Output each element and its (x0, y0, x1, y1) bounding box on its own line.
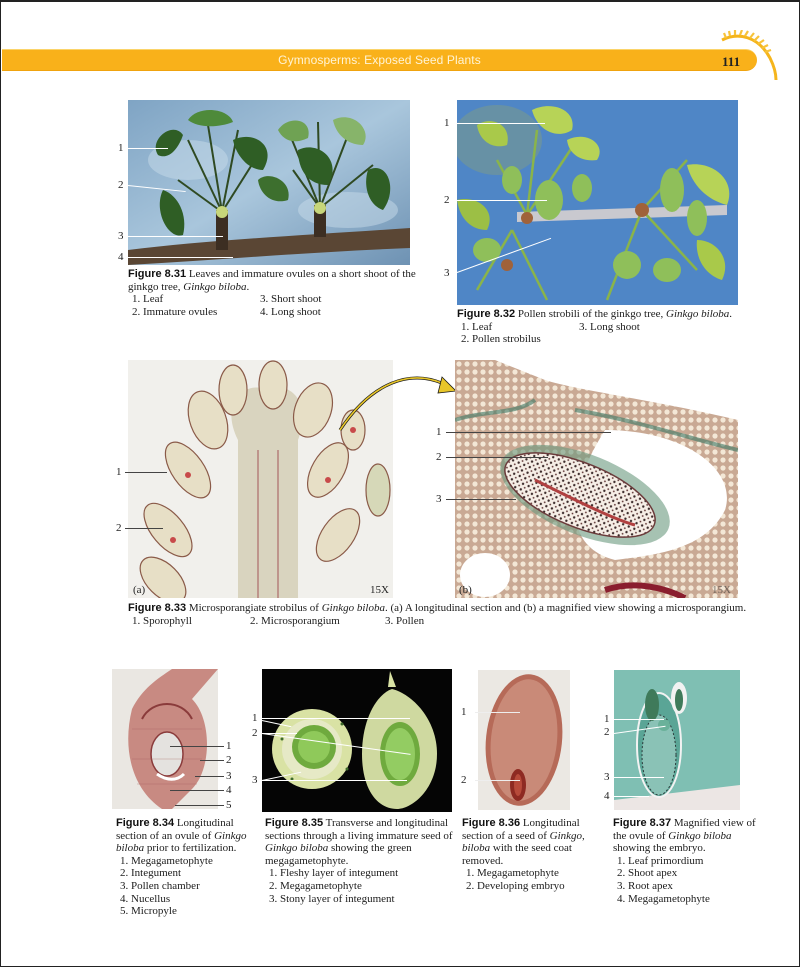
callout-8-36-2: 2 (461, 774, 467, 786)
figure-legend: 1. Fleshy layer of integument 2. Megagametophyte 3. Stony layer of integument (269, 867, 399, 905)
callout-8-34-4: 4 (226, 784, 232, 796)
figure-legend: 1. Leaf 3. Short shoot 2. Immature ovules 4. Long shoot (132, 293, 322, 318)
leader-line (262, 718, 410, 719)
leader-line (175, 805, 224, 806)
figure-8-34-caption: Figure 8.34 Longitudinal section of an ovule of Ginkgo biloba prior to fertilization. 1. Megagametophyte 2. Integument 3. Pollen chamber 4. Nucellus 5. Micropyle (116, 817, 261, 918)
callout-8-33b-2: 2 (436, 451, 442, 463)
figure-8-37-micrograph (614, 670, 740, 810)
leader-line (262, 780, 407, 781)
figure-number: Figure 8.32 (457, 308, 516, 320)
callout-8-37-1: 1 (604, 713, 610, 725)
callout-8-33b-3: 3 (436, 493, 442, 505)
figure-number: Figure 8.36 (462, 817, 521, 829)
callout-8-35-2: 2 (252, 727, 258, 739)
figure-number: Figure 8.37 (613, 817, 672, 829)
callout-8-35-1: 1 (252, 712, 258, 724)
leader-line (475, 780, 520, 781)
figure-8-35-caption: Figure 8.35 Transverse and longitudinal sections through a living immature seed of Ginkgo biloba showing the green megagametophyte. 1. Fleshy layer of integument 2. Megagametophyte 3. Stony layer of integument (265, 817, 455, 905)
leader-line (200, 760, 224, 761)
callout-8-31-1: 1 (118, 142, 124, 154)
species-name: Ginkgo biloba (265, 842, 329, 855)
callout-8-37-2: 2 (604, 726, 610, 738)
leader-line (262, 733, 297, 734)
callout-8-34-5: 5 (226, 799, 232, 811)
magnification-label: 15X (712, 584, 731, 596)
callout-8-34-3: 3 (226, 770, 232, 782)
leader-line (614, 796, 649, 797)
callout-8-32-1: 1 (444, 117, 450, 129)
species-name: Ginkgo, biloba (462, 829, 585, 855)
leader-line (475, 712, 520, 713)
callout-8-31-4: 4 (118, 251, 124, 263)
species-name: Ginkgo biloba (116, 829, 247, 855)
leader-line (457, 123, 545, 124)
callout-8-32-2: 2 (444, 194, 450, 206)
figure-8-33b-micrograph (455, 360, 738, 598)
figure-legend: 1. Megagametophyte 2. Integument 3. Pollen chamber 4. Nucellus 5. Micropyle (120, 854, 213, 918)
leader-line (128, 257, 233, 258)
figure-number: Figure 8.33 (128, 602, 187, 614)
figure-number: Figure 8.31 (128, 268, 187, 280)
panel-label-b: (b) (459, 584, 472, 596)
figure-8-33-caption: Figure 8.33 Microsporangiate strobilus of Ginkgo biloba. (a) A longitudinal section and (b) a magnified view showing a microsporangium. 1. Sporophyll 2. Microsporangium 3. Pollen (128, 602, 768, 627)
leader-line (128, 236, 223, 237)
species-name: Ginkgo biloba (668, 829, 732, 842)
figure-legend: 1. Leaf 3. Long shoot 2. Pollen strobilus (461, 320, 640, 346)
figure-8-31-caption: Figure 8.31 Leaves and immature ovules on a short shoot of the ginkgo tree, Ginkgo biloba. 1. Leaf 3. Short shoot 2. Immature ovules 4. Long shoot (128, 268, 418, 318)
panel-label-a: (a) (133, 584, 146, 596)
callout-8-35-3: 3 (252, 774, 258, 786)
callout-8-33b-1: 1 (436, 426, 442, 438)
callout-8-34-1: 1 (226, 740, 232, 752)
figure-8-36-micrograph (478, 670, 570, 810)
figure-8-32-caption: Figure 8.32 Pollen strobili of the ginkgo tree, Ginkgo biloba. 1. Leaf 3. Long shoot 2. Pollen strobilus (457, 308, 787, 346)
callout-8-34-2: 2 (226, 754, 232, 766)
figure-legend: 1. Sporophyll 2. Microsporangium 3. Pollen (132, 614, 425, 627)
callout-8-31-2: 2 (118, 179, 124, 191)
figure-8-32-photo (457, 100, 738, 305)
figure-8-37-caption: Figure 8.37 Magnified view of the ovule of Ginkgo biloba showing the embryo. 1. Leaf primordium 2. Shoot apex 3. Root apex 4. Megagametophyte (613, 817, 763, 905)
figure-legend: 1. Leaf primordium 2. Shoot apex 3. Root apex 4. Megagametophyte (617, 854, 710, 905)
zoom-arrow-icon (330, 365, 460, 435)
figure-8-35-photo (262, 669, 452, 812)
page-number: 111 (722, 54, 741, 69)
leader-line (614, 719, 664, 720)
leader-line (446, 432, 611, 433)
callout-8-33a-1: 1 (116, 466, 122, 478)
callout-8-37-4: 4 (604, 790, 610, 802)
leader-line (125, 472, 167, 473)
section-title: Gymnosperms: Exposed Seed Plants (278, 53, 481, 67)
magnification-label: 15X (370, 584, 389, 596)
callout-8-37-3: 3 (604, 771, 610, 783)
figure-8-34-micrograph (112, 669, 218, 809)
callout-8-31-3: 3 (118, 230, 124, 242)
species-name: Ginkgo biloba (666, 308, 730, 320)
figure-number: Figure 8.35 (265, 817, 324, 829)
leader-line (170, 746, 224, 747)
callout-8-33a-2: 2 (116, 522, 122, 534)
leader-line (195, 776, 224, 777)
callout-8-32-3: 3 (444, 267, 450, 279)
leader-line (128, 148, 168, 149)
species-name: Ginkgo biloba (183, 280, 247, 293)
leader-line (446, 499, 516, 500)
leader-line (125, 528, 163, 529)
leader-line (446, 457, 548, 458)
figure-8-31-photo (128, 100, 410, 265)
figure-8-36-caption: Figure 8.36 Longitudinal section of a seed of Ginkgo, biloba with the seed coat removed. 1. Megagametophyte 2. Developing embryo (462, 817, 602, 893)
section-banner (2, 49, 757, 71)
leader-line (614, 777, 664, 778)
species-name: Ginkgo biloba (321, 602, 385, 614)
leader-line (457, 200, 547, 201)
figure-legend: 1. Megagametophyte 2. Developing embryo (466, 867, 565, 892)
figure-number: Figure 8.34 (116, 817, 175, 829)
callout-8-36-1: 1 (461, 706, 467, 718)
leader-line (170, 790, 224, 791)
